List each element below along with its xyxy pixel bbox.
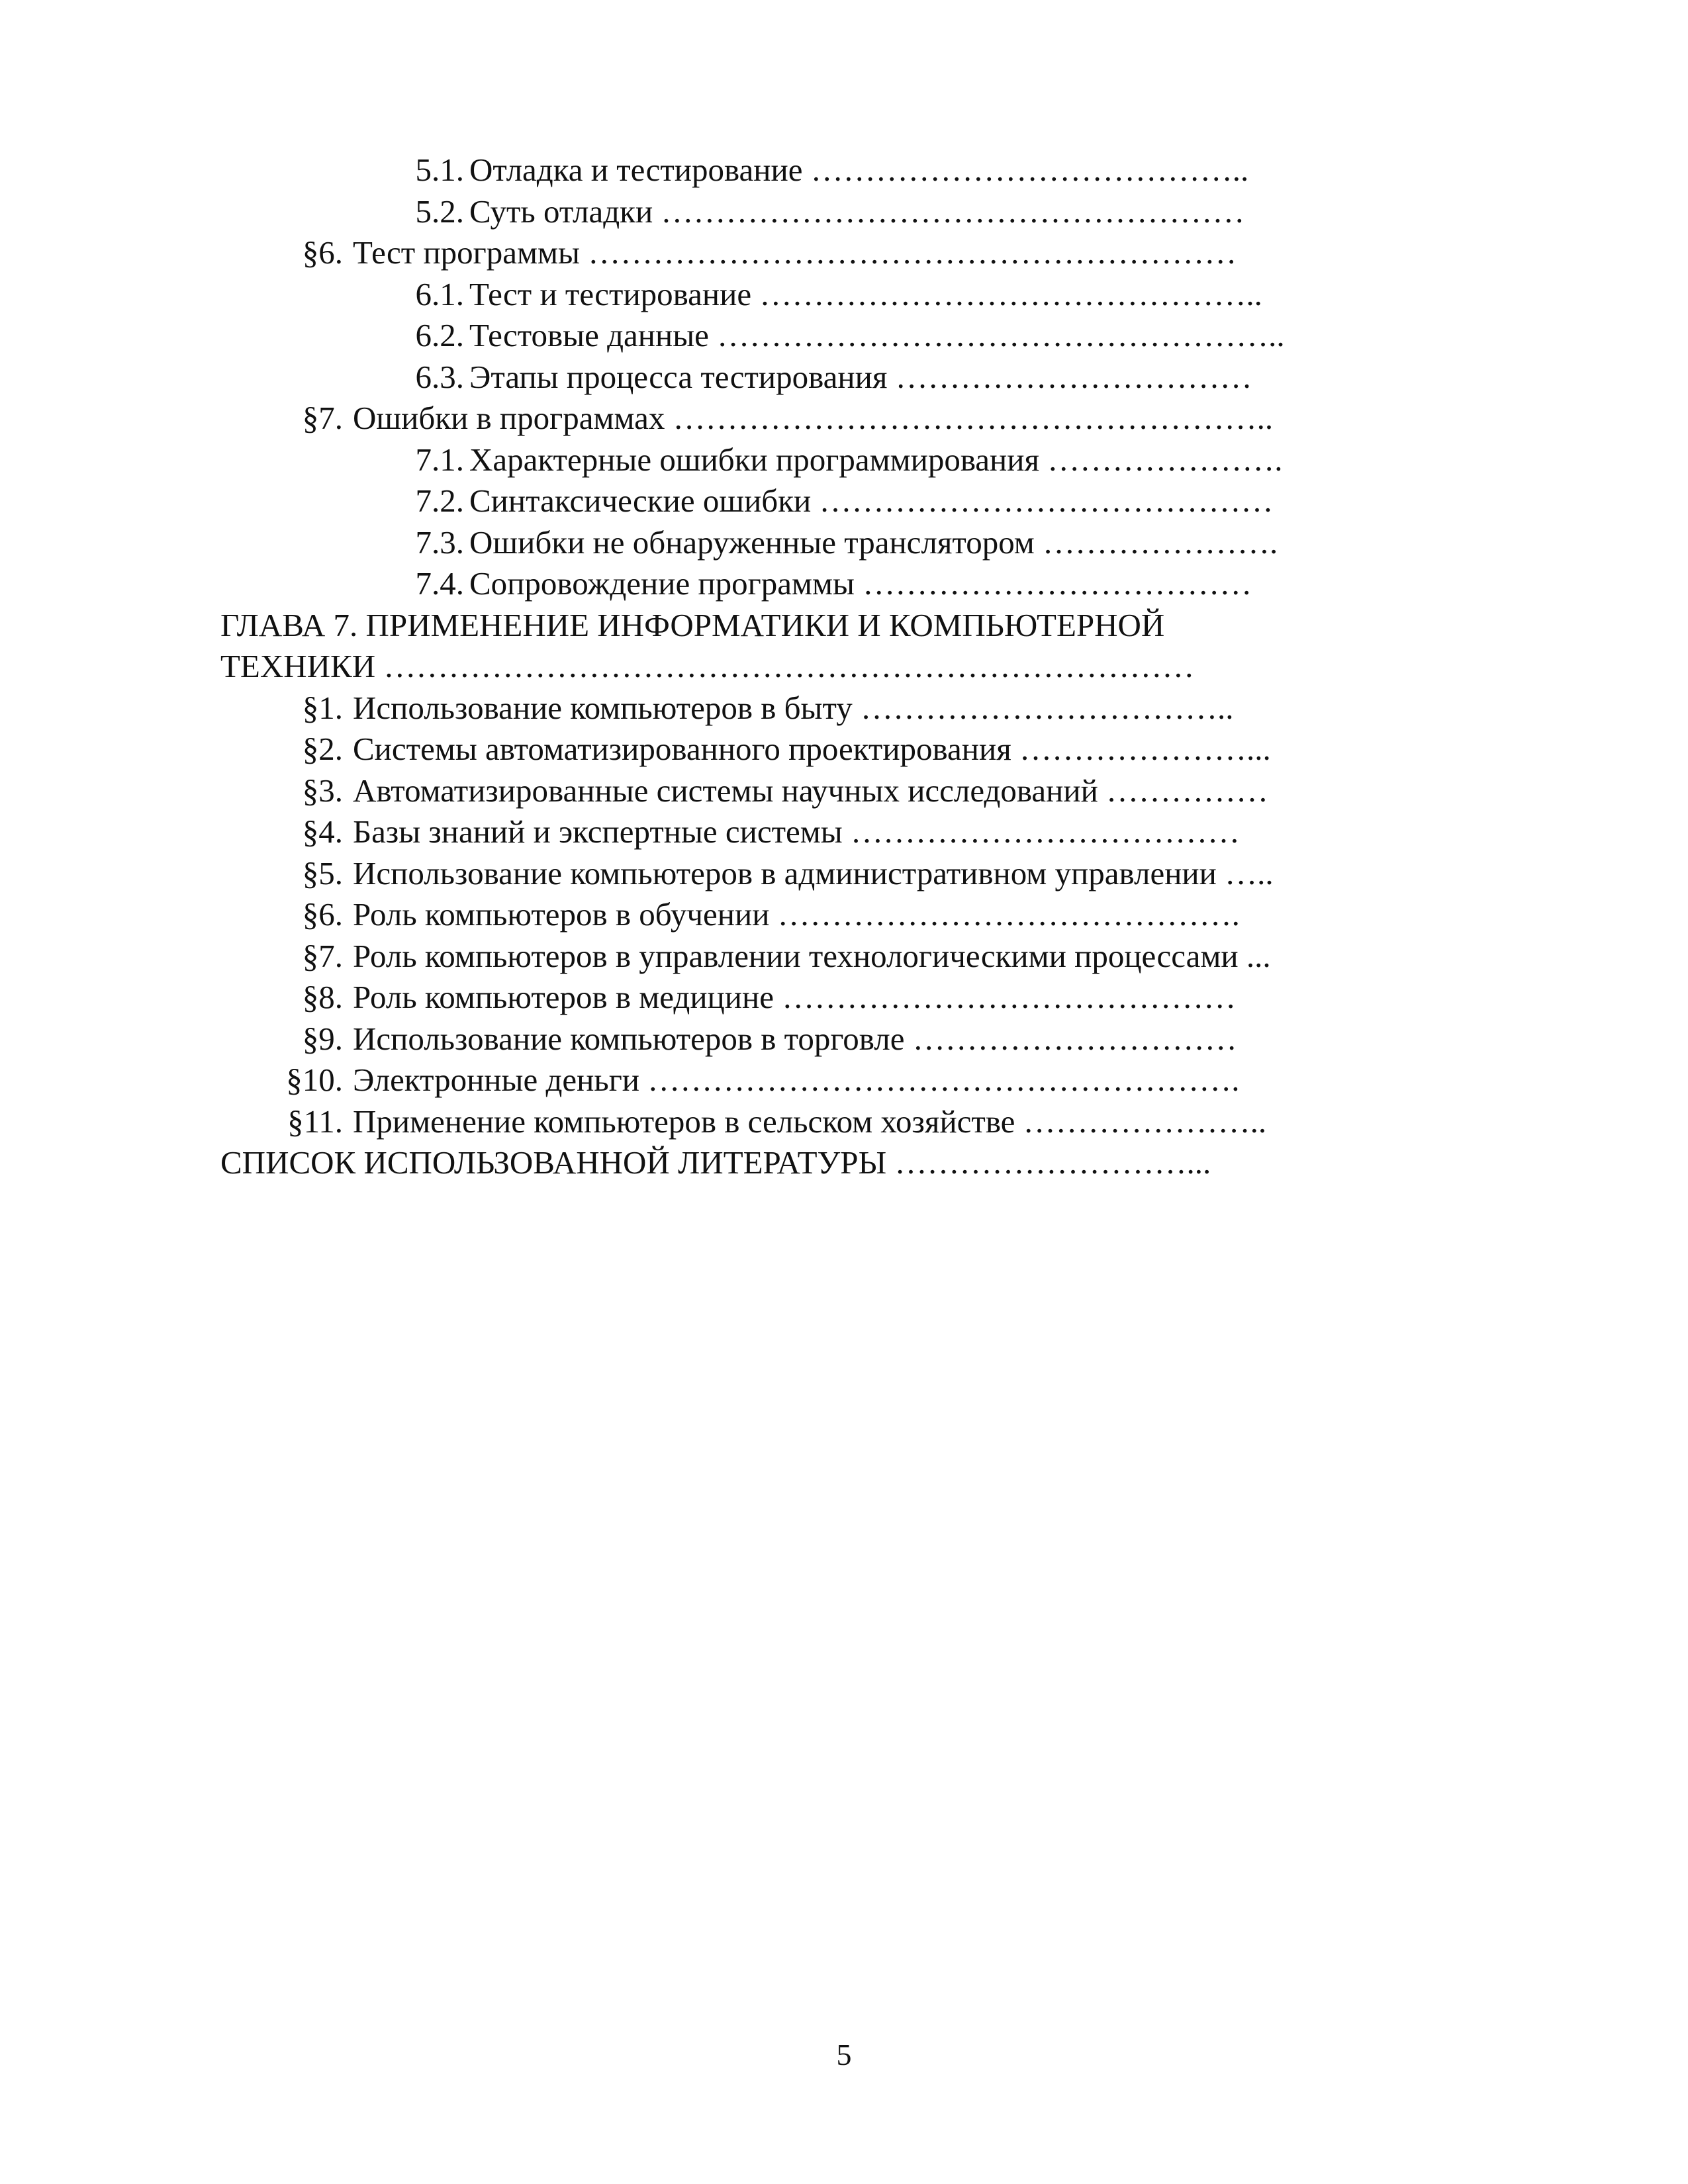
toc-entry-title: Сопровождение программы ……………………………… xyxy=(469,565,1252,602)
toc-entry-number: 5.2. xyxy=(415,193,464,230)
toc-section-7 xyxy=(220,398,1385,439)
table-of-contents xyxy=(220,150,1385,1184)
toc-entry-7-4 xyxy=(220,563,1385,605)
toc-section-title: Тест программы …………………………………………………… xyxy=(353,234,1237,271)
toc-section-number: §11. xyxy=(287,1103,343,1140)
toc-entry-6-2 xyxy=(220,315,1385,357)
toc-section-7-7 xyxy=(220,936,1385,978)
toc-entry-title: Отладка и тестирование ………………………………….. xyxy=(469,152,1249,188)
toc-section-6 xyxy=(220,232,1385,274)
toc-section-number: §8. xyxy=(302,979,343,1015)
toc-entry-number: 6.3. xyxy=(415,358,464,395)
toc-section-number: §10. xyxy=(286,1062,343,1098)
toc-section-title: Роль компьютеров в управлении технологическими процессами ... xyxy=(353,937,1271,974)
toc-entry-7-3 xyxy=(220,522,1385,564)
toc-entry-number: 7.4. xyxy=(415,565,464,602)
toc-section-number: §7. xyxy=(302,400,343,436)
toc-section-title: Использование компьютеров в торговле ………………………… xyxy=(353,1020,1237,1057)
toc-section-number: §6. xyxy=(302,234,343,271)
toc-entry-number: 5.1. xyxy=(415,152,464,188)
toc-section-number: §7. xyxy=(302,937,343,974)
toc-entry-7-1 xyxy=(220,439,1385,481)
toc-entry-title: Синтаксические ошибки …………………………………… xyxy=(469,482,1274,519)
toc-section-title: Роль компьютеров в обучении ……………………………………. xyxy=(353,896,1240,933)
toc-section-title: Применение компьютеров в сельском хозяйстве ………………….. xyxy=(353,1103,1267,1140)
toc-section-7-6 xyxy=(220,894,1385,936)
toc-entry-5-2 xyxy=(220,191,1385,233)
toc-section-number: §4. xyxy=(302,813,343,850)
toc-chapter-7 xyxy=(220,605,1385,688)
toc-entry-title: Ошибки не обнаруженные транслятором …………………. xyxy=(469,523,1278,561)
chapter-title-line-2: ТЕХНИКИ ………………………………………………………………… xyxy=(220,648,1195,684)
toc-section-7-1 xyxy=(220,688,1385,729)
toc-section-7-5 xyxy=(220,853,1385,895)
toc-entry-5-1 xyxy=(220,150,1385,191)
toc-section-title: Ошибки в программах ……………………………………………….. xyxy=(353,400,1274,436)
toc-entry-title: Характерные ошибки программирования …………………. xyxy=(469,441,1283,478)
toc-section-7-10 xyxy=(220,1060,1385,1101)
toc-section-7-9 xyxy=(220,1019,1385,1060)
toc-entry-title: Тестовые данные …………………………………………….. xyxy=(469,317,1285,353)
toc-section-title: Роль компьютеров в медицине …………………………………… xyxy=(353,979,1237,1015)
toc-entry-6-3 xyxy=(220,357,1385,398)
toc-section-title: Электронные деньги ………………………………………………. xyxy=(353,1062,1240,1098)
toc-section-number: §5. xyxy=(302,854,343,891)
toc-section-number: §6. xyxy=(302,896,343,933)
toc-section-title: Автоматизированные системы научных исследований …………… xyxy=(353,772,1269,809)
toc-section-number: §1. xyxy=(302,689,343,726)
toc-section-title: Использование компьютеров в административном управлении ….. xyxy=(353,854,1274,891)
toc-entry-number: 6.1. xyxy=(415,275,464,312)
toc-section-7-8 xyxy=(220,977,1385,1019)
toc-bibliography: СПИСОК ИСПОЛЬЗОВАННОЙ ЛИТЕРАТУРЫ ………………………... xyxy=(220,1144,1211,1181)
toc-section-number: §2. xyxy=(302,731,343,767)
toc-entry-7-2 xyxy=(220,480,1385,522)
toc-entry-number: 7.3. xyxy=(415,523,464,561)
toc-entry-title: Этапы процесса тестирования …………………………… xyxy=(469,358,1252,395)
toc-section-title: Системы автоматизированного проектирования …………………... xyxy=(353,731,1271,767)
toc-section-7-2 xyxy=(220,729,1385,770)
toc-section-title: Использование компьютеров в быту …………………………….. xyxy=(353,689,1234,726)
toc-entry-number: 7.2. xyxy=(415,482,464,519)
toc-entry-title: Суть отладки ……………………………………………… xyxy=(469,193,1245,230)
toc-section-7-3 xyxy=(220,770,1385,812)
chapter-title-line-1: ГЛАВА 7. ПРИМЕНЕНИЕ ИНФОРМАТИКИ И КОМПЬЮТЕРНОЙ xyxy=(220,606,1165,643)
toc-entry-number: 6.2. xyxy=(415,317,464,353)
page-number: 5 xyxy=(836,2038,852,2071)
toc-entry-6-1 xyxy=(220,274,1385,316)
toc-entry-title: Тест и тестирование ……………………………………….. xyxy=(469,275,1262,312)
toc-section-7-11 xyxy=(220,1101,1385,1143)
toc-section-number: §9. xyxy=(302,1020,343,1057)
toc-entry-number: 7.1. xyxy=(415,441,464,478)
toc-section-7-4 xyxy=(220,811,1385,853)
toc-section-title: Базы знаний и экспертные системы ……………………………… xyxy=(353,813,1240,850)
toc-section-number: §3. xyxy=(302,772,343,809)
